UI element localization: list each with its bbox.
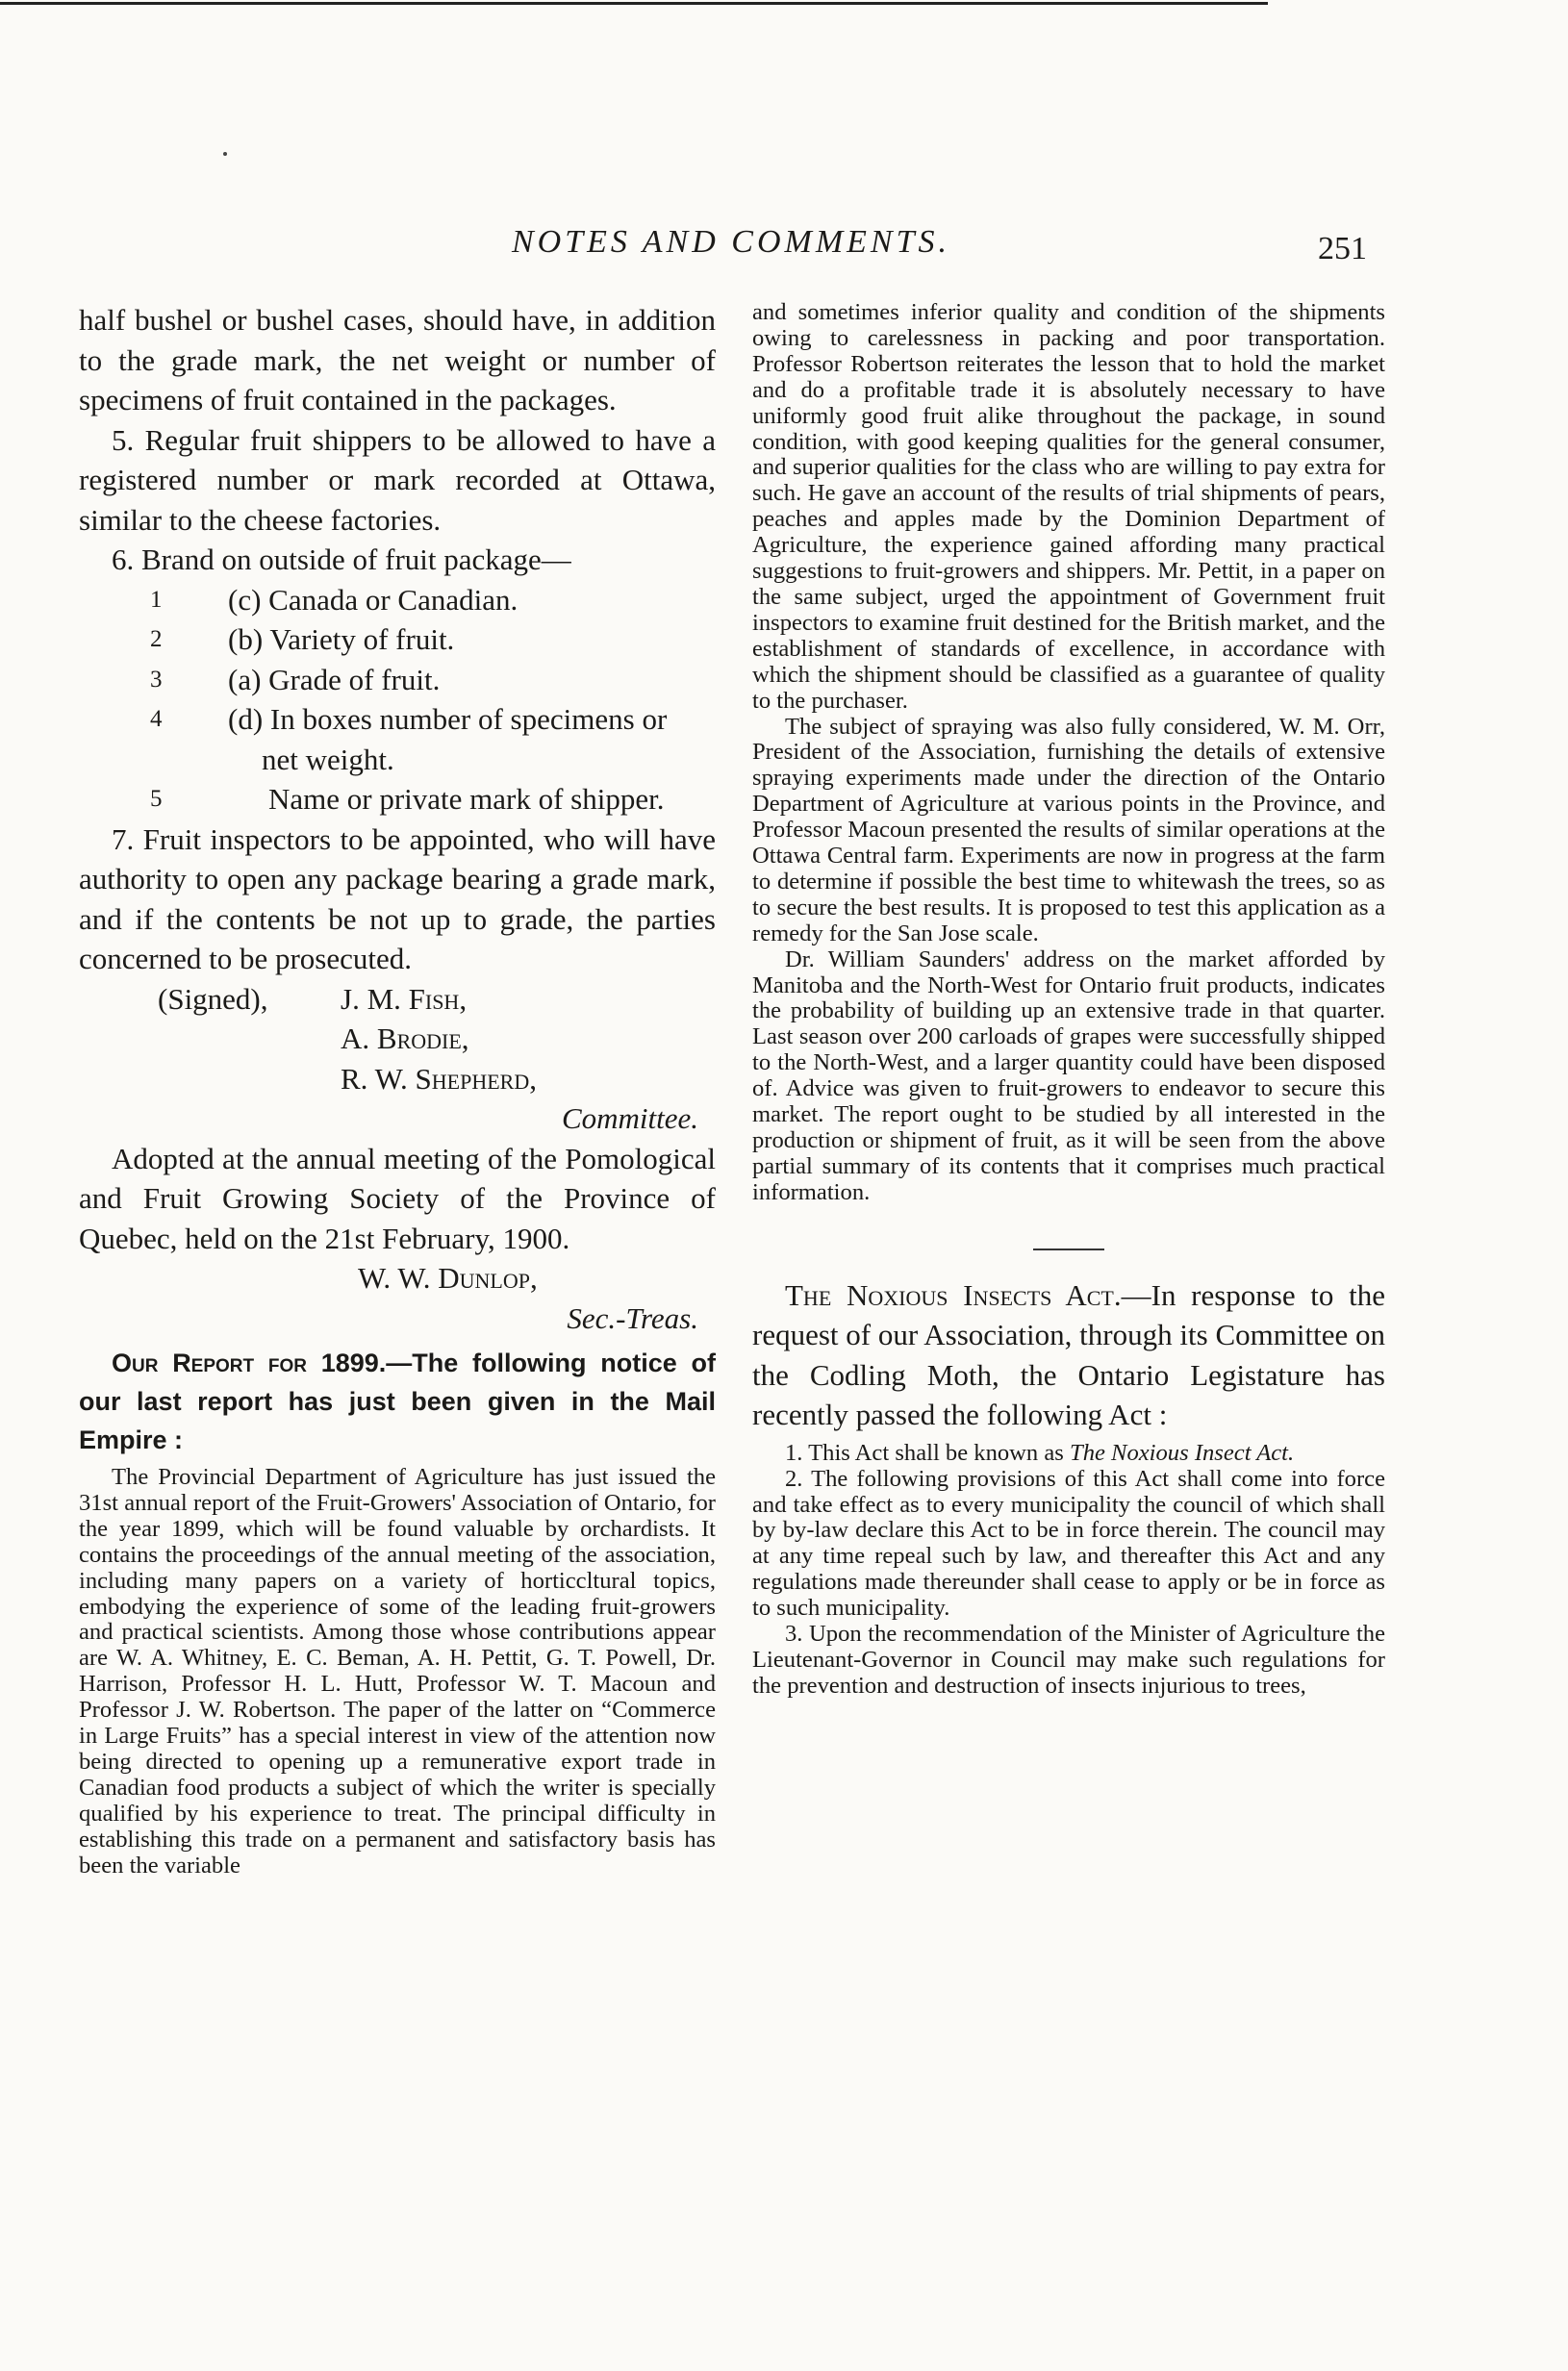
- paragraph-rule-5: 5. Regular fruit shippers to be allowed to have a registered number or mark recorded at Ottawa, similar to the cheese factories.: [79, 422, 716, 537]
- signed-label: (Signed),: [158, 981, 268, 1016]
- report-heading: [79, 1344, 716, 1459]
- report-quote: The Provincial Department of Agriculture has just issued the 31st annual report of the Fruit-Growers' Association of Ontario, for the year 1899, which will be found valuable by orchardists. It contains the proceedings of the annual meeting of the association, including many papers on a variety of horticcltural topics, embodying the experience of some of the leading fruit-growers and practical scientists. Among those whose contributions appear are W. A. Whitney, E. C. Beman, A. H. Pettit, G. T. Powell, Dr. Harrison, Professor H. L. Hutt, Professor W. T. Macoun and Professor J. W. Robertson. The paper of the latter on “Commerce in Large Fruits” has a special interest in view of the attention now being directed to opening up a remunerative export trade in Canadian food products a subject of which the writer is specially qualified by his experience to treat. The principal difficulty in establishing this trade on a permanent and satisfactory basis has been the variable: [79, 1464, 716, 1879]
- act-section-3: 3. Upon the recommendation of the Minister of Agriculture the Lieutenant-Governor in Council may make such regulations for the prevention and destruction of insects injurious to trees,: [752, 1621, 1385, 1699]
- paragraph-rule-6: 6. Brand on outside of fruit package—: [112, 542, 571, 576]
- treasurer-name: W. W. Dunlop,: [358, 1261, 538, 1295]
- brand-item: 4 (d) In boxes number of specimens or: [150, 702, 668, 736]
- section-divider: [1033, 1249, 1104, 1250]
- paragraph-rule-7: 7. Fruit inspectors to be appointed, who will have authority to open any package bearing a grade mark, and if the contents be not up to grade, the parties concerned to be prosecuted.: [79, 821, 716, 975]
- act-title: The Noxious Insects Act.: [785, 1277, 1122, 1312]
- signature-block: [79, 979, 716, 1139]
- brand-item: 2 (b) Variety of fruit.: [150, 622, 455, 656]
- brand-item: 5 Name or private mark of shipper.: [150, 782, 665, 816]
- signatory-name: R. W. Shepherd,: [341, 1061, 537, 1096]
- act-section-2: 2. The following provisions of this Act shall come into force and take effect as to every municipality the council of which shall by by-law declare this Act to be in force therein. The council may at any time repeal such by law, and thereafter this Act and any regulations made thereunder shall cease to apply or be in force as to such municipality.: [752, 1465, 1385, 1622]
- paragraph-packages: half bushel or bushel cases, should have, in addition to the grade mark, the net weight or number of specimens of fruit contained in the packages.: [79, 303, 716, 416]
- treasurer-role: Sec.-Treas.: [567, 1300, 698, 1335]
- quote-continuation: and sometimes inferior quality and condition of the shipments owing to carelessness in packing and poor transportation. Professor Robertson reiterates the lesson that to hold the market and do a profitable trade it is absolutely necessary to have uniformly good fruit alike throughout the package, in sound condition, with good keeping qualities for the general consumer, and superior qualities for the class who are willing to pay extra for such. He gave an account of the results of trial shipments of pears, peaches and apples made by the Dominion Department of Agriculture, the experience gained affording many practical suggestions to fruit-growers and shippers. Mr. Pettit, in a paper on the same subject, urged the appointment of Government fruit inspectors to examine fruit destined for the British market, and the establishment of standards of excellence, in accordance with which the shipment should be classified as a guarantee of quality to the purchaser.: [752, 299, 1385, 714]
- left-column: [79, 300, 716, 1879]
- right-column: [752, 300, 1385, 1700]
- signatory-name: A. Brodie,: [341, 1022, 469, 1055]
- brand-item: 1 (c) Canada or Canadian.: [150, 582, 518, 617]
- quote-spraying: The subject of spraying was also fully considered, W. M. Orr, President of the Association, furnishing the details of extensive spraying experiments made under the direction of the Ontario Department of Agriculture at various points in the Province, and Professor Macoun presented the results of similar operations at the Ottawa Central farm. Experiments are now in progress at the farm to determine if possible the best time to whitewash the trees, so as to secure the best results. It is proposed to test this application as a remedy for the San Jose scale.: [752, 713, 1385, 946]
- page-number: 251: [1318, 231, 1367, 266]
- brand-item: 3 (a) Grade of fruit.: [150, 662, 441, 696]
- signatory-name: J. M. Fish,: [341, 981, 468, 1016]
- report-title: Our Report for 1899.: [112, 1349, 387, 1377]
- top-rule: [0, 2, 1268, 5]
- paragraph-adopted: Adopted at the annual meeting of the Pomological and Fruit Growing Society of the Province of Quebec, held on the 21st February, 1900.: [79, 1141, 716, 1255]
- act-heading: [752, 1275, 1385, 1435]
- act-section-1: 1. This Act shall be known as The Noxious Insect Act.: [785, 1439, 1295, 1466]
- ink-speck: [223, 152, 227, 156]
- committee-label: Committee.: [561, 1101, 698, 1135]
- brand-list: [79, 580, 716, 820]
- brand-item-continuation: net weight.: [262, 742, 394, 776]
- report-intro: —The following notice of our last report has just been given in the Mail Empire :: [79, 1349, 716, 1454]
- act-intro: —In response to the request of our Association, through its Committee on the Codling Moth, the Ontario Legistature has recently passed the following Act :: [752, 1277, 1385, 1432]
- quote-saunders: Dr. William Saunders' address on the market afforded by Manitoba and the North-West for Ontario fruit products, indicates the probability of building up an extensive trade in that quarter. Last season over 200 carloads of grapes were successfully shipped to the North-West, and a larger quantity could have been disposed of. Advice was given to fruit-growers to endeavor to secure this market. The report ought to be studied by all interested in the production or shipment of fruit, as it will be seen from the above partial summary of its contents that it comprises much practical information.: [752, 946, 1385, 1205]
- running-head: NOTES AND COMMENTS.: [511, 224, 951, 260]
